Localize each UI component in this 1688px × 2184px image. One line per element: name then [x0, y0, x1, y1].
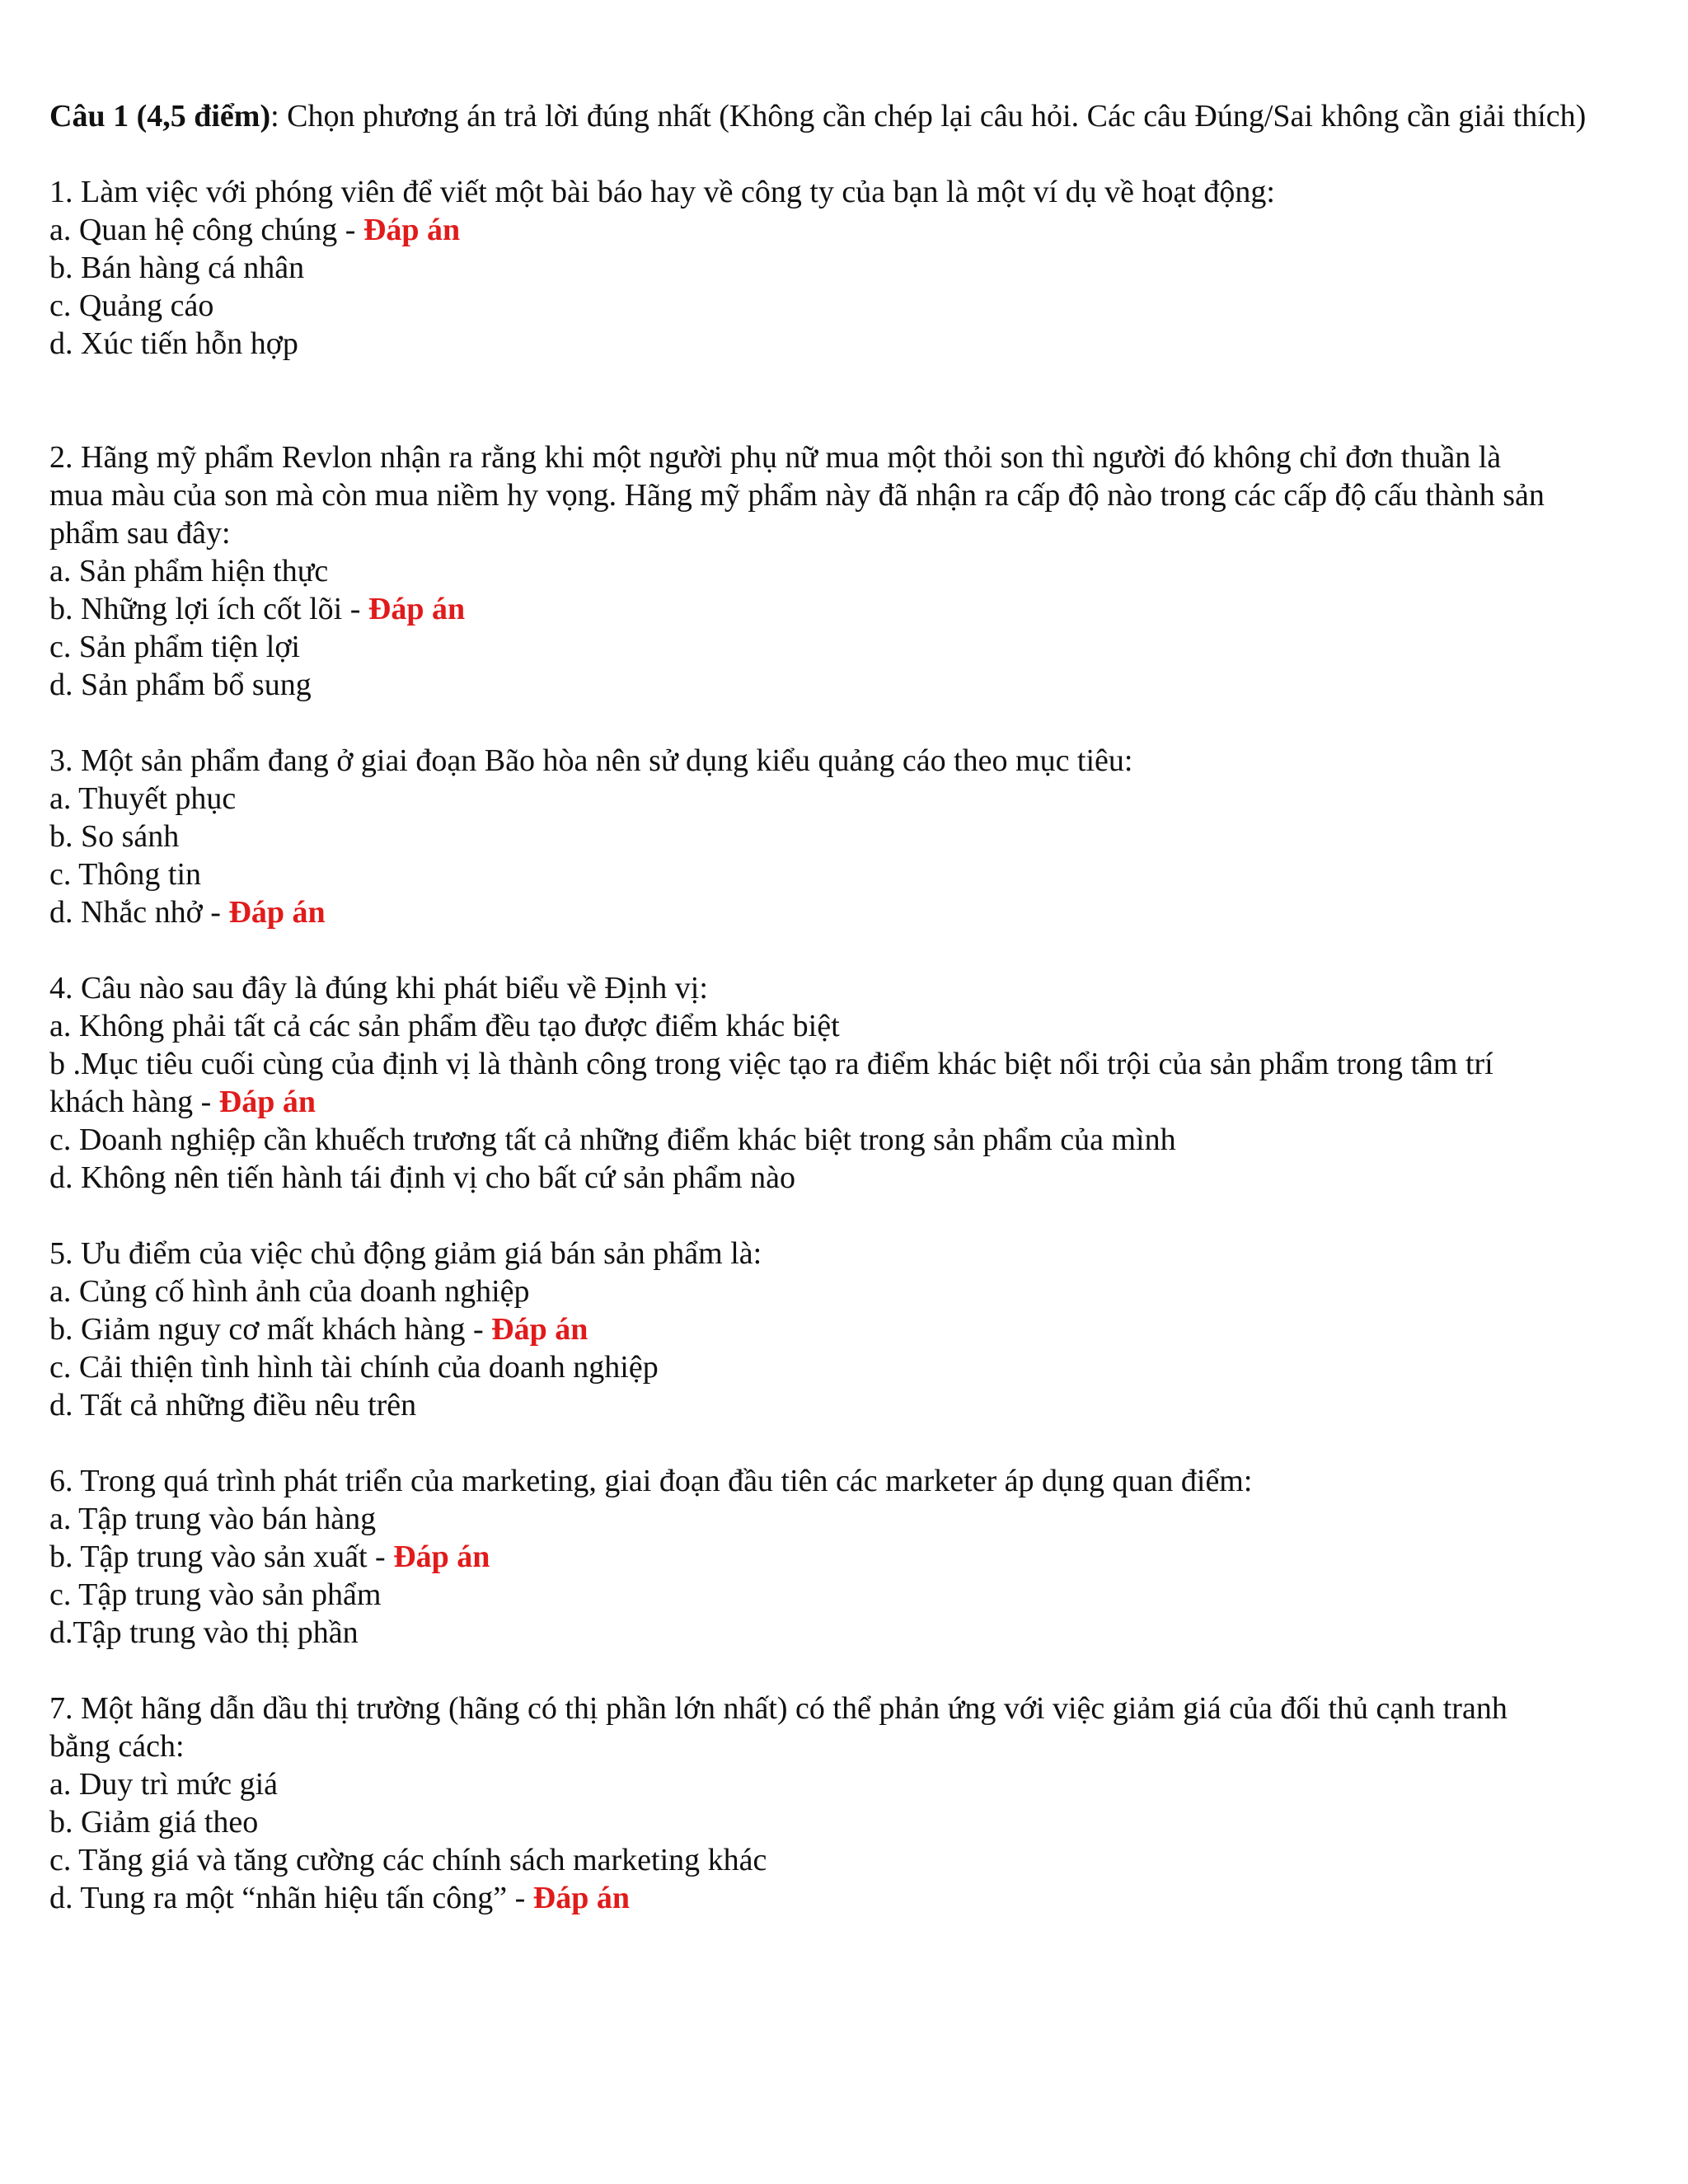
answer-marker: Đáp án [228, 895, 326, 930]
spacer [49, 931, 1657, 969]
question-text: 6. Trong quá trình phát triển của marketing, giai đoạn đầu tiên các marketer áp dụng quan điểm: [49, 1464, 1253, 1498]
answer-marker: Đáp án [532, 1881, 631, 1915]
spacer [49, 363, 1657, 438]
option-label: d. Tung ra một “nhãn hiệu tấn công” - [49, 1881, 533, 1915]
question-block [49, 742, 1657, 931]
document-page [49, 97, 1657, 1917]
option-label: d. Nhắc nhở - [49, 895, 229, 930]
question-text: 3. Một sản phẩm đang ở giai đoạn Bão hòa nên sử dụng kiểu quảng cáo theo mục tiêu: [49, 743, 1133, 778]
option-label: b .Mục tiêu cuối cùng của định vị là thành công trong việc tạo ra điểm khác biệt nổi trội của sản phẩm trong tâm trí [49, 1047, 1493, 1081]
option-item [49, 1007, 1657, 1045]
option-item [49, 1386, 1657, 1424]
option-item [49, 818, 1657, 855]
option-item [49, 1614, 1657, 1652]
option-text-line [49, 1045, 1657, 1083]
answer-marker: Đáp án [363, 213, 461, 247]
option-label: c. Sản phẩm tiện lợi [49, 630, 300, 664]
question-text: bằng cách: [49, 1729, 185, 1764]
option-label: a. Sản phẩm hiện thực [49, 554, 329, 588]
question-text: 1. Làm việc với phóng viên để viết một bài báo hay về công ty của bạn là một ví dụ về hoạt động: [49, 175, 1275, 209]
option-item [49, 325, 1657, 363]
option-item [49, 893, 1657, 931]
option-label: khách hàng - [49, 1085, 219, 1119]
option-label: d. Sản phẩm bổ sung [49, 668, 312, 702]
question-list [49, 173, 1657, 1917]
option-label: a. Không phải tất cả các sản phẩm đều tạo được điểm khác biệt [49, 1009, 840, 1043]
spacer [49, 1652, 1657, 1690]
option-item [49, 1272, 1657, 1310]
option-item [49, 590, 1657, 628]
option-label: c. Tăng giá và tăng cường các chính sách marketing khác [49, 1843, 767, 1877]
option-label: c. Thông tin [49, 857, 202, 892]
question-block [49, 1462, 1657, 1652]
option-item [49, 211, 1657, 249]
question-block [49, 1235, 1657, 1424]
spacer [49, 1197, 1657, 1235]
option-label: a. Duy trì mức giá [49, 1767, 279, 1802]
option-item [49, 1500, 1657, 1538]
option-item [49, 780, 1657, 818]
question-text: 7. Một hãng dẫn dầu thị trường (hãng có thị phần lớn nhất) có thể phản ứng với việc giảm giá của đối thủ cạnh tranh [49, 1691, 1507, 1726]
option-label: c. Quảng cáo [49, 288, 214, 323]
option-item [49, 1803, 1657, 1841]
header-title: Câu 1 (4,5 điểm) [49, 99, 271, 134]
question-block [49, 173, 1657, 363]
option-label: a. Thuyết phục [49, 781, 237, 816]
option-item [49, 1348, 1657, 1386]
option-label: a. Quan hệ công chúng - [49, 213, 363, 247]
question-block [49, 1690, 1657, 1917]
question-text: phẩm sau đây: [49, 516, 231, 551]
option-item [49, 287, 1657, 325]
option-item [49, 1159, 1657, 1197]
option-label: c. Doanh nghiệp cần khuếch trương tất cả những điểm khác biệt trong sản phẩm của mình [49, 1122, 1176, 1157]
question-text: 4. Câu nào sau đây là đúng khi phát biểu về Định vị: [49, 971, 708, 1005]
option-item [49, 1538, 1657, 1576]
option-item [49, 1765, 1657, 1803]
spacer [49, 704, 1657, 742]
spacer [49, 1424, 1657, 1462]
option-item [49, 1083, 1657, 1121]
option-item [49, 855, 1657, 893]
option-label: d.Tập trung vào thị phần [49, 1615, 359, 1650]
option-label: a. Củng cố hình ảnh của doanh nghiệp [49, 1274, 530, 1309]
question-block [49, 438, 1657, 704]
answer-marker: Đáp án [491, 1312, 588, 1347]
option-item [49, 666, 1657, 704]
option-label: d. Không nên tiến hành tái định vị cho bất cứ sản phẩm nào [49, 1160, 795, 1195]
question-text: mua màu của son mà còn mua niềm hy vọng. Hãng mỹ phẩm này đã nhận ra cấp độ nào trong các cấp độ cấu thành sản [49, 478, 1545, 513]
option-item [49, 1121, 1657, 1159]
option-label: b. Giảm nguy cơ mất khách hàng - [49, 1312, 492, 1347]
question-text: 5. Ưu điểm của việc chủ động giảm giá bán sản phẩm là: [49, 1236, 762, 1271]
option-label: d. Tất cả những điều nêu trên [49, 1388, 417, 1422]
header-instruction: : Chọn phương án trả lời đúng nhất (Không cần chép lại câu hỏi. Các câu Đúng/Sai không cần giải thích) [270, 99, 1587, 134]
question-block [49, 969, 1657, 1197]
option-label: b. Những lợi ích cốt lõi - [49, 592, 368, 626]
option-label: a. Tập trung vào bán hàng [49, 1502, 377, 1536]
option-item [49, 628, 1657, 666]
option-item [49, 249, 1657, 287]
option-label: b. Bán hàng cá nhân [49, 251, 305, 285]
option-label: b. Tập trung vào sản xuất - [49, 1540, 394, 1574]
answer-marker: Đáp án [368, 592, 466, 626]
answer-marker: Đáp án [218, 1085, 316, 1119]
option-label: b. So sánh [49, 819, 180, 854]
option-item [49, 1310, 1657, 1348]
option-item [49, 552, 1657, 590]
question-header [49, 97, 1648, 135]
option-label: d. Xúc tiến hỗn hợp [49, 326, 298, 361]
option-label: b. Giảm giá theo [49, 1805, 259, 1840]
answer-marker: Đáp án [393, 1540, 490, 1574]
option-label: c. Tập trung vào sản phẩm [49, 1577, 382, 1612]
question-text: 2. Hãng mỹ phẩm Revlon nhận ra rằng khi một người phụ nữ mua một thỏi son thì người đó không chỉ đơn thuần là [49, 440, 1502, 475]
option-label: c. Cải thiện tình hình tài chính của doanh nghiệp [49, 1350, 659, 1385]
option-item [49, 1879, 1657, 1917]
option-item [49, 1576, 1657, 1614]
option-item [49, 1841, 1657, 1879]
